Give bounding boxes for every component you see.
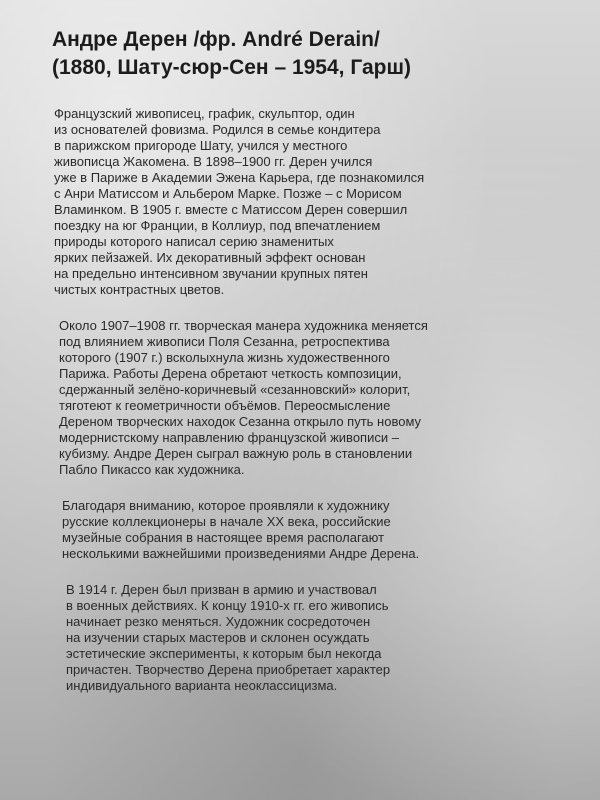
text-line: которого (1907 г.) всколыхнула жизнь художественного bbox=[59, 350, 390, 365]
text-line: чистых контрастных цветов. bbox=[54, 282, 225, 297]
text-line: сдержанный зелёно-коричневый «сезанновский» колорит, bbox=[59, 382, 411, 397]
paragraph-cezanne-influence bbox=[59, 318, 562, 478]
text-line: модернистскому направлению французской живописи – bbox=[59, 430, 399, 445]
artist-title bbox=[52, 26, 562, 82]
text-line: Около 1907–1908 гг. творческая манера художника меняется bbox=[59, 318, 428, 333]
text-line: с Анри Матиссом и Альбером Марке. Позже – с Морисом bbox=[54, 186, 402, 201]
text-line: живописца Жакомена. В 1898–1900 гг. Дерен учился bbox=[54, 154, 373, 169]
text-line: из основателей фовизма. Родился в семье кондитера bbox=[54, 122, 381, 137]
text-line: русские коллекционеры в начале XX века, российские bbox=[62, 514, 391, 529]
text-line: эстетические эксперименты, к которым был некогда bbox=[66, 646, 382, 661]
text-line: Пабло Пикассо как художника. bbox=[59, 462, 245, 477]
text-line: Благодаря вниманию, которое проявляли к художнику bbox=[62, 498, 390, 513]
text-line: тяготеют к геометричности объёмов. Переосмысление bbox=[59, 398, 391, 413]
text-line: начинает резко меняться. Художник сосредоточен bbox=[66, 614, 371, 629]
text-line: Дереном творческих находок Сезанна открыло путь новому bbox=[59, 414, 422, 429]
text-line: музейные собрания в настоящее время располагают bbox=[62, 530, 385, 545]
text-line: в парижском пригороде Шату, учился у местного bbox=[54, 138, 348, 153]
text-line: уже в Париже в Академии Эжена Карьера, где познакомился bbox=[54, 170, 425, 185]
text-line: на предельно интенсивном звучании крупных пятен bbox=[54, 266, 368, 281]
text-line: в военных действиях. К концу 1910-х гг. его живопись bbox=[66, 598, 389, 613]
artist-name-line: Андре Дерен /фр. André Derain/ bbox=[52, 28, 380, 51]
text-line: индивидуального варианта неоклассицизма. bbox=[66, 678, 338, 693]
text-line: Вламинком. В 1905 г. вместе с Матиссом Дерен совершил bbox=[54, 202, 408, 217]
text-line: кубизму. Андре Дерен сыграл важную роль в становлении bbox=[59, 446, 413, 461]
text-line: на изучении старых мастеров и склонен осуждать bbox=[66, 630, 370, 645]
text-line: под влиянием живописи Поля Сезанна, ретроспектива bbox=[59, 334, 390, 349]
text-line: В 1914 г. Дерен был призван в армию и участвовал bbox=[66, 582, 377, 597]
label-content bbox=[52, 26, 562, 714]
text-line: несколькими важнейшими произведениями Андре Дерена. bbox=[62, 546, 420, 561]
text-line: ярких пейзажей. Их декоративный эффект основан bbox=[54, 250, 366, 265]
text-line: природы которого написал серию знаменитых bbox=[54, 234, 334, 249]
text-line: причастен. Творчество Дерена приобретает характер bbox=[66, 662, 391, 677]
paragraph-biography bbox=[54, 106, 562, 298]
artist-dates-line: (1880, Шату-сюр-Сен – 1954, Гарш) bbox=[52, 56, 411, 79]
text-line: поездку на юг Франции, в Коллиур, под впечатлением bbox=[54, 218, 381, 233]
paragraph-russian-collectors bbox=[62, 498, 562, 562]
paragraph-late-period bbox=[66, 582, 562, 694]
text-line: Французский живописец, график, скульптор, один bbox=[54, 106, 355, 121]
text-line: Парижа. Работы Дерена обретают четкость композиции, bbox=[59, 366, 402, 381]
